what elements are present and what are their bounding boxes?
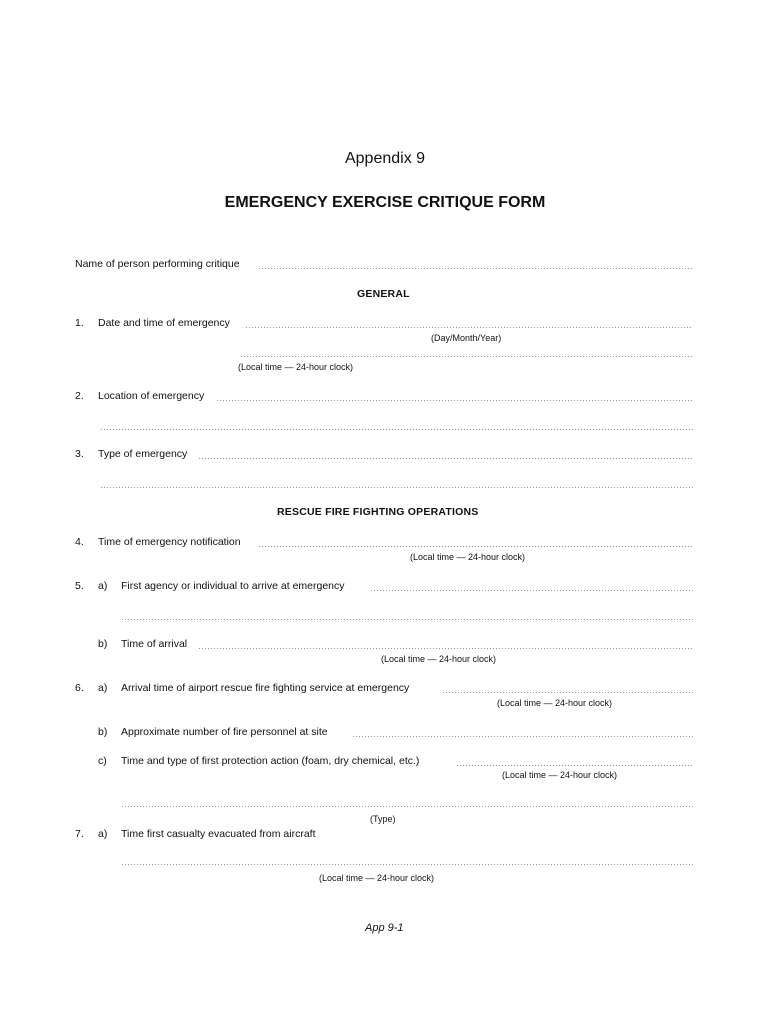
- q7a-note: (Local time — 24-hour clock): [319, 873, 435, 883]
- name-label: Name of person performing critique: [75, 258, 240, 270]
- q6b-field[interactable]: [352, 736, 693, 737]
- q5b-label: Time of arrival: [121, 638, 188, 650]
- q1-date-field[interactable]: [245, 327, 693, 328]
- q6c-note: (Local time — 24-hour clock): [502, 770, 618, 780]
- q4-note: (Local time — 24-hour clock): [410, 552, 526, 562]
- q5a-field-line2[interactable]: [121, 619, 693, 620]
- q6a-note: (Local time — 24-hour clock): [497, 698, 613, 708]
- q6b-letter: b): [98, 726, 108, 738]
- q6c-label: Time and type of first protection action (foam, dry chemical, etc.): [121, 755, 420, 767]
- q5b-field[interactable]: [198, 648, 693, 649]
- q2-field-line2[interactable]: [100, 429, 693, 430]
- q1-time-field[interactable]: [240, 356, 693, 357]
- page-number: App 9-1: [365, 922, 404, 934]
- q3-label: Type of emergency: [98, 448, 188, 460]
- q7a-letter: a): [98, 828, 108, 840]
- q1-label: Date and time of emergency: [98, 317, 230, 329]
- q7-number: 7.: [75, 828, 84, 840]
- section-general: GENERAL: [357, 288, 410, 300]
- q3-field-line2[interactable]: [100, 487, 693, 488]
- q4-field[interactable]: [258, 546, 693, 547]
- q6a-field[interactable]: [442, 692, 693, 693]
- q3-field[interactable]: [198, 458, 693, 459]
- q1-date-note: (Day/Month/Year): [431, 333, 502, 343]
- q5-number: 5.: [75, 580, 84, 592]
- q5a-field[interactable]: [370, 590, 693, 591]
- q6c-letter: c): [98, 755, 107, 767]
- q6c-type-field[interactable]: [121, 806, 693, 807]
- q6a-label: Arrival time of airport rescue fire fighting service at emergency: [121, 682, 410, 694]
- q6c-time-field[interactable]: [456, 765, 693, 766]
- q7a-field[interactable]: [121, 864, 693, 865]
- appendix-title: Appendix 9: [344, 150, 426, 167]
- q2-label: Location of emergency: [98, 390, 205, 402]
- form-title: EMERGENCY EXERCISE CRITIQUE FORM: [224, 194, 546, 211]
- q4-label: Time of emergency notification: [98, 536, 241, 548]
- section-rescue: RESCUE FIRE FIGHTING OPERATIONS: [277, 506, 479, 518]
- q7a-label: Time first casualty evacuated from aircraft: [121, 828, 316, 840]
- q1-time-note: (Local time — 24-hour clock): [238, 362, 354, 372]
- q2-number: 2.: [75, 390, 84, 402]
- name-field[interactable]: [258, 268, 693, 269]
- q2-field[interactable]: [216, 400, 693, 401]
- q6b-label: Approximate number of fire personnel at site: [121, 726, 328, 738]
- q5b-note: (Local time — 24-hour clock): [381, 654, 497, 664]
- q6c-type-note: (Type): [370, 814, 396, 824]
- q4-number: 4.: [75, 536, 84, 548]
- q5a-label: First agency or individual to arrive at emergency: [121, 580, 345, 592]
- q5a-letter: a): [98, 580, 108, 592]
- q6a-letter: a): [98, 682, 108, 694]
- q1-number: 1.: [75, 317, 84, 329]
- q3-number: 3.: [75, 448, 84, 460]
- q5b-letter: b): [98, 638, 108, 650]
- q6-number: 6.: [75, 682, 84, 694]
